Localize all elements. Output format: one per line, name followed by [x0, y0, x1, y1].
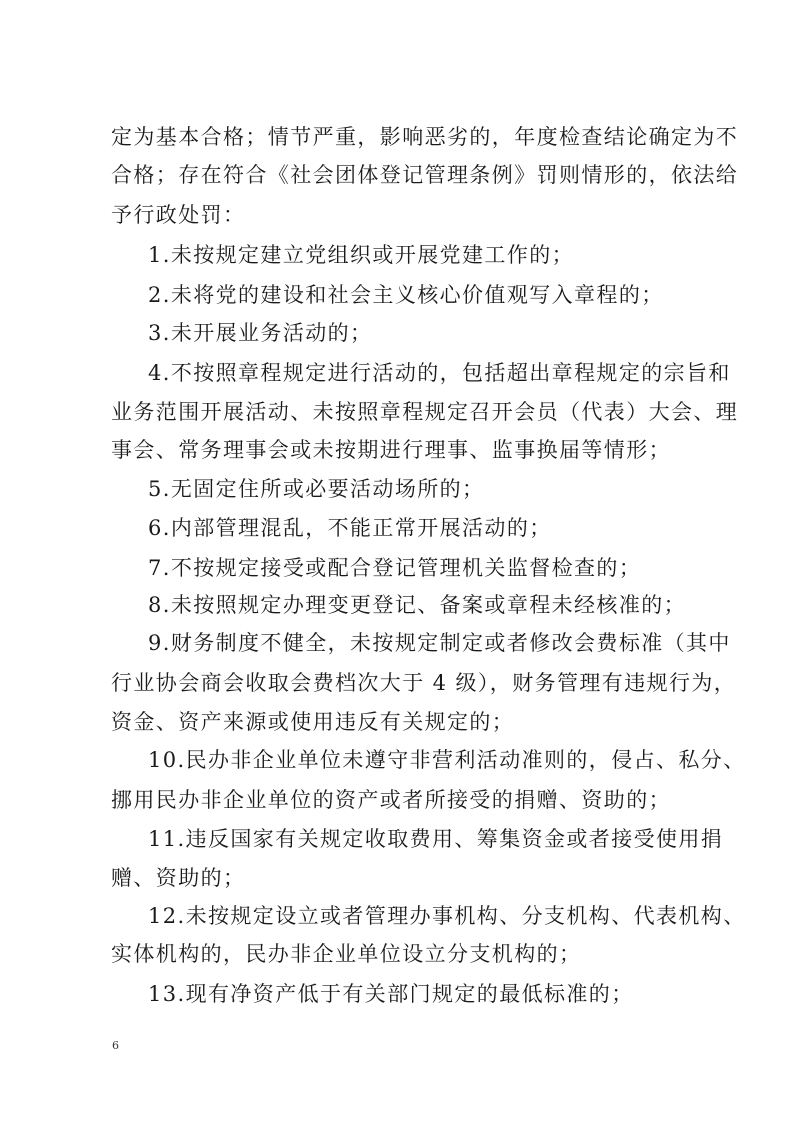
list-item-13: 13.现有净资产低于有关部门规定的最低标准的；	[148, 982, 634, 1006]
list-item-10: 10.民办非企业单位未遵守非营利活动准则的，侵占、私分、	[148, 748, 746, 772]
text-line: 业务范围开展活动、未按照章程规定召开会员（代表）大会、理	[111, 400, 739, 424]
list-item-8: 8.未按照规定办理变更登记、备案或章程未经核准的；	[148, 593, 687, 617]
list-item-12: 12.未按规定设立或者管理办事机构、分支机构、代表机构、	[148, 904, 746, 928]
text-line: 定为基本合格；情节严重，影响恶劣的，年度检查结论确定为不	[111, 125, 739, 149]
list-item-9: 9.财务制度不健全，未按规定制定或者修改会费标准（其中	[148, 631, 731, 655]
list-item-1: 1.未按规定建立党组织或开展党建工作的；	[148, 243, 575, 267]
list-item-3: 3.未开展业务活动的；	[148, 321, 373, 345]
list-item-11: 11.违反国家有关规定收取费用、筹集资金或者接受使用捐	[148, 827, 724, 851]
text-line: 实体机构的，民办非企业单位设立分支机构的；	[111, 942, 582, 966]
text-line: 资金、资产来源或使用违反有关规定的；	[111, 710, 515, 734]
list-item-6: 6.内部管理混乱，不能正常开展活动的；	[148, 516, 552, 540]
text-line: 合格；存在符合《社会团体登记管理条例》罚则情形的，依法给	[111, 163, 739, 187]
list-item-2: 2.未将党的建设和社会主义核心价值观写入章程的；	[148, 283, 664, 307]
list-item-4: 4.不按照章程规定进行活动的，包括超出章程规定的宗旨和	[148, 361, 731, 385]
text-line: 行业协会商会收取会费档次大于 4 级），财务管理有违规行为，	[111, 671, 737, 695]
text-line: 挪用民办非企业单位的资产或者所接受的捐赠、资助的；	[111, 788, 671, 812]
list-item-5: 5.无固定住所或必要活动场所的；	[148, 477, 485, 501]
text-line: 予行政处罚：	[111, 203, 246, 227]
text-line: 赠、资助的；	[111, 866, 246, 890]
list-item-7: 7.不按规定接受或配合登记管理机关监督检查的；	[148, 556, 642, 580]
text-line: 事会、常务理事会或未按期进行理事、监事换届等情形；	[111, 438, 671, 462]
page-number: 6	[112, 1039, 119, 1052]
